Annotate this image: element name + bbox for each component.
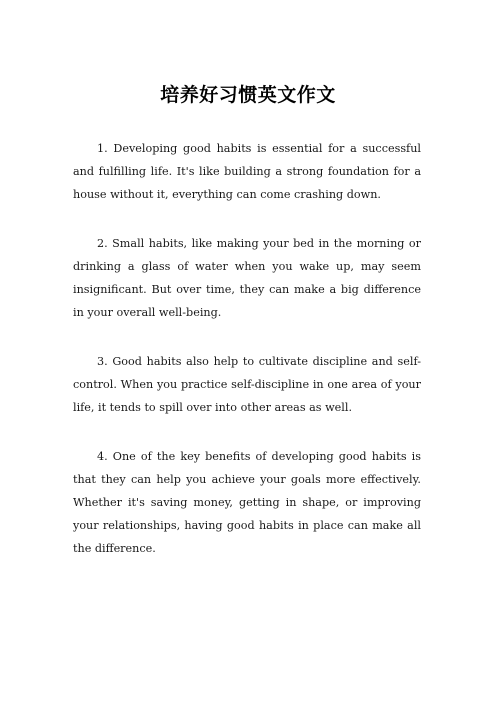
paragraph-3: 3. Good habits also help to cultivate discipline and self-control. When you practice self-discipline in one area of your life, it tends to spill over into other areas as well. bbox=[73, 355, 421, 414]
document-body bbox=[73, 137, 421, 586]
paragraph-4: 4. One of the key benefits of developing good habits is that they can help you achieve your goals more effectively. Whether it's saving money, getting in shape, or improving your relationships, having good habits in place can make all the difference. bbox=[73, 450, 421, 555]
paragraph-1: 1. Developing good habits is essential for a successful and fulfilling life. It's like building a strong foundation for a house without it, everything can come crashing down. bbox=[73, 142, 421, 201]
document-title: 培养好习惯英文作文 bbox=[160, 84, 336, 106]
paragraph-2: 2. Small habits, like making your bed in the morning or drinking a glass of water when you wake up, may seem insignificant. But over time, they can make a big difference in your overall well-being. bbox=[73, 237, 421, 319]
